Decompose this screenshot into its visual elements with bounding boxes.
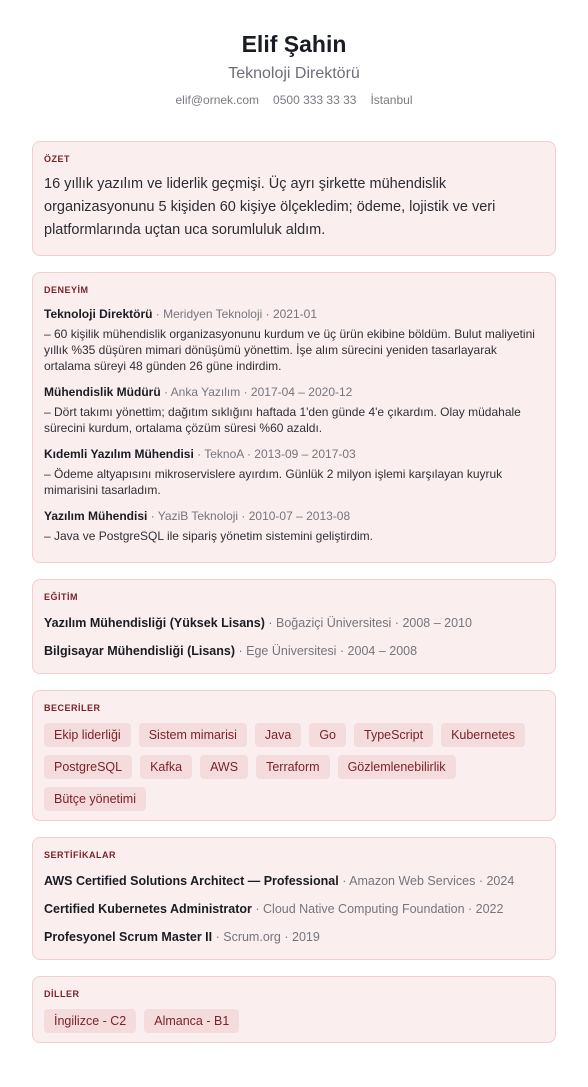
skill-chip: PostgreSQL (44, 755, 132, 779)
job-meta: · YaziB Teknoloji · 2010-07 – 2013-08 (147, 509, 351, 523)
contact-city: İstanbul (370, 93, 413, 107)
education-degree: Yazılım Mühendisliği (Yüksek Lisans) (44, 616, 265, 630)
job-role: Kıdemli Yazılım Mühendisi (44, 447, 194, 461)
section-heading: BECERİLER (44, 703, 101, 713)
job-entry (44, 306, 544, 374)
education-meta: · Boğaziçi Üniversitesi · 2008 – 2010 (264, 616, 472, 630)
resume-header (0, 0, 588, 124)
skill-chip: Kafka (140, 755, 192, 779)
job-bullet: – Ödeme altyapısını mikroservislere ayırdım. Günlük 2 milyon işlemi karşılayan kuyruk mimarisini tasarladım. (44, 467, 503, 497)
skills-section (32, 690, 556, 821)
person-title: Teknoloji Direktörü (228, 65, 360, 82)
job-role: Mühendislik Müdürü (44, 385, 161, 399)
job-role: Teknoloji Direktörü (44, 307, 153, 321)
job-meta: · Anka Yazılım · 2017-04 – 2020-12 (160, 385, 353, 399)
contact-phone: 0500 333 33 33 (273, 93, 357, 107)
skill-chip: Java (255, 723, 301, 747)
language-list (44, 1009, 544, 1033)
certification-entry (44, 873, 544, 889)
person-name: Elif Şahin (241, 31, 347, 57)
section-heading: DENEYİM (44, 285, 89, 295)
education-entry (44, 643, 544, 659)
job-role: Yazılım Mühendisi (44, 509, 148, 523)
skill-chip: Gözlemlenebilirlik (338, 755, 456, 779)
certification-meta: · Scrum.org · 2019 (212, 930, 320, 944)
language-chip: Almanca - B1 (144, 1009, 239, 1033)
education-section (32, 579, 556, 674)
skill-chip: Bütçe yönetimi (44, 787, 146, 811)
job-meta: · Meridyen Teknoloji · 2021-01 (152, 307, 317, 321)
certification-entry (44, 901, 544, 917)
contact-email: elif@ornek.com (175, 93, 260, 107)
job-bullet: – Java ve PostgreSQL ile sipariş yönetim sistemini geliştirdim. (44, 529, 374, 543)
experience-section (32, 272, 556, 563)
section-heading: SERTİFİKALAR (44, 850, 116, 860)
contact-line (0, 92, 588, 108)
job-entry (44, 384, 544, 436)
job-entry (44, 446, 544, 498)
education-degree: Bilgisayar Mühendisliği (Lisans) (44, 644, 236, 658)
job-bullet: – Dört takımı yönettim; dağıtım sıklığını haftada 1'den günde 4'e çıkardım. Olay müdahale sürecini kurdum, ortalama çözüm süresi %60 azaldı. (44, 405, 521, 435)
language-chip: İngilizce - C2 (44, 1009, 136, 1033)
certification-meta: · Cloud Native Computing Foundation · 2022 (251, 902, 504, 916)
certification-meta: · Amazon Web Services · 2024 (338, 874, 515, 888)
skill-chip: AWS (200, 755, 248, 779)
education-meta: · Ege Üniversitesi · 2004 – 2008 (235, 644, 418, 658)
certification-name: AWS Certified Solutions Architect — Professional (44, 874, 339, 888)
section-heading: ÖZET (44, 154, 70, 164)
skill-chip: Go (309, 723, 346, 747)
job-meta: · TeknoA · 2013-09 – 2017-03 (193, 447, 356, 461)
skill-chip: TypeScript (354, 723, 433, 747)
certification-name: Profesyonel Scrum Master II (44, 930, 213, 944)
section-heading: DİLLER (44, 989, 80, 999)
languages-section (32, 976, 556, 1043)
summary-section (32, 141, 556, 256)
skill-chip: Ekip liderliği (44, 723, 131, 747)
job-entry (44, 508, 544, 544)
skill-chip: Terraform (256, 755, 329, 779)
certification-entry (44, 929, 544, 945)
certification-name: Certified Kubernetes Administrator (44, 902, 252, 916)
skill-chip: Sistem mimarisi (139, 723, 247, 747)
skill-list (44, 723, 544, 811)
section-heading: EĞİTİM (44, 592, 78, 602)
education-entry (44, 615, 544, 631)
job-bullet: – 60 kişilik mühendislik organizasyonunu kurdum ve üç ürün ekibine böldüm. Bulut maliyetini yıllık %35 düşüren mimari dönüşümü yönettim. İşe alım sürecini yeniden tasarlayarak ortalama süreyi 48 günden 26 güne indirdim. (44, 327, 535, 373)
certifications-section (32, 837, 556, 960)
summary-text: 16 yıllık yazılım ve liderlik geçmişi. Üç ayrı şirkette mühendislik organizasyonunu 5 kişiden 60 kişiye ölçekledim; ödeme, lojistik ve veri platformlarında uçtan uca sorumluluk aldım. (44, 176, 496, 238)
skill-chip: Kubernetes (441, 723, 525, 747)
